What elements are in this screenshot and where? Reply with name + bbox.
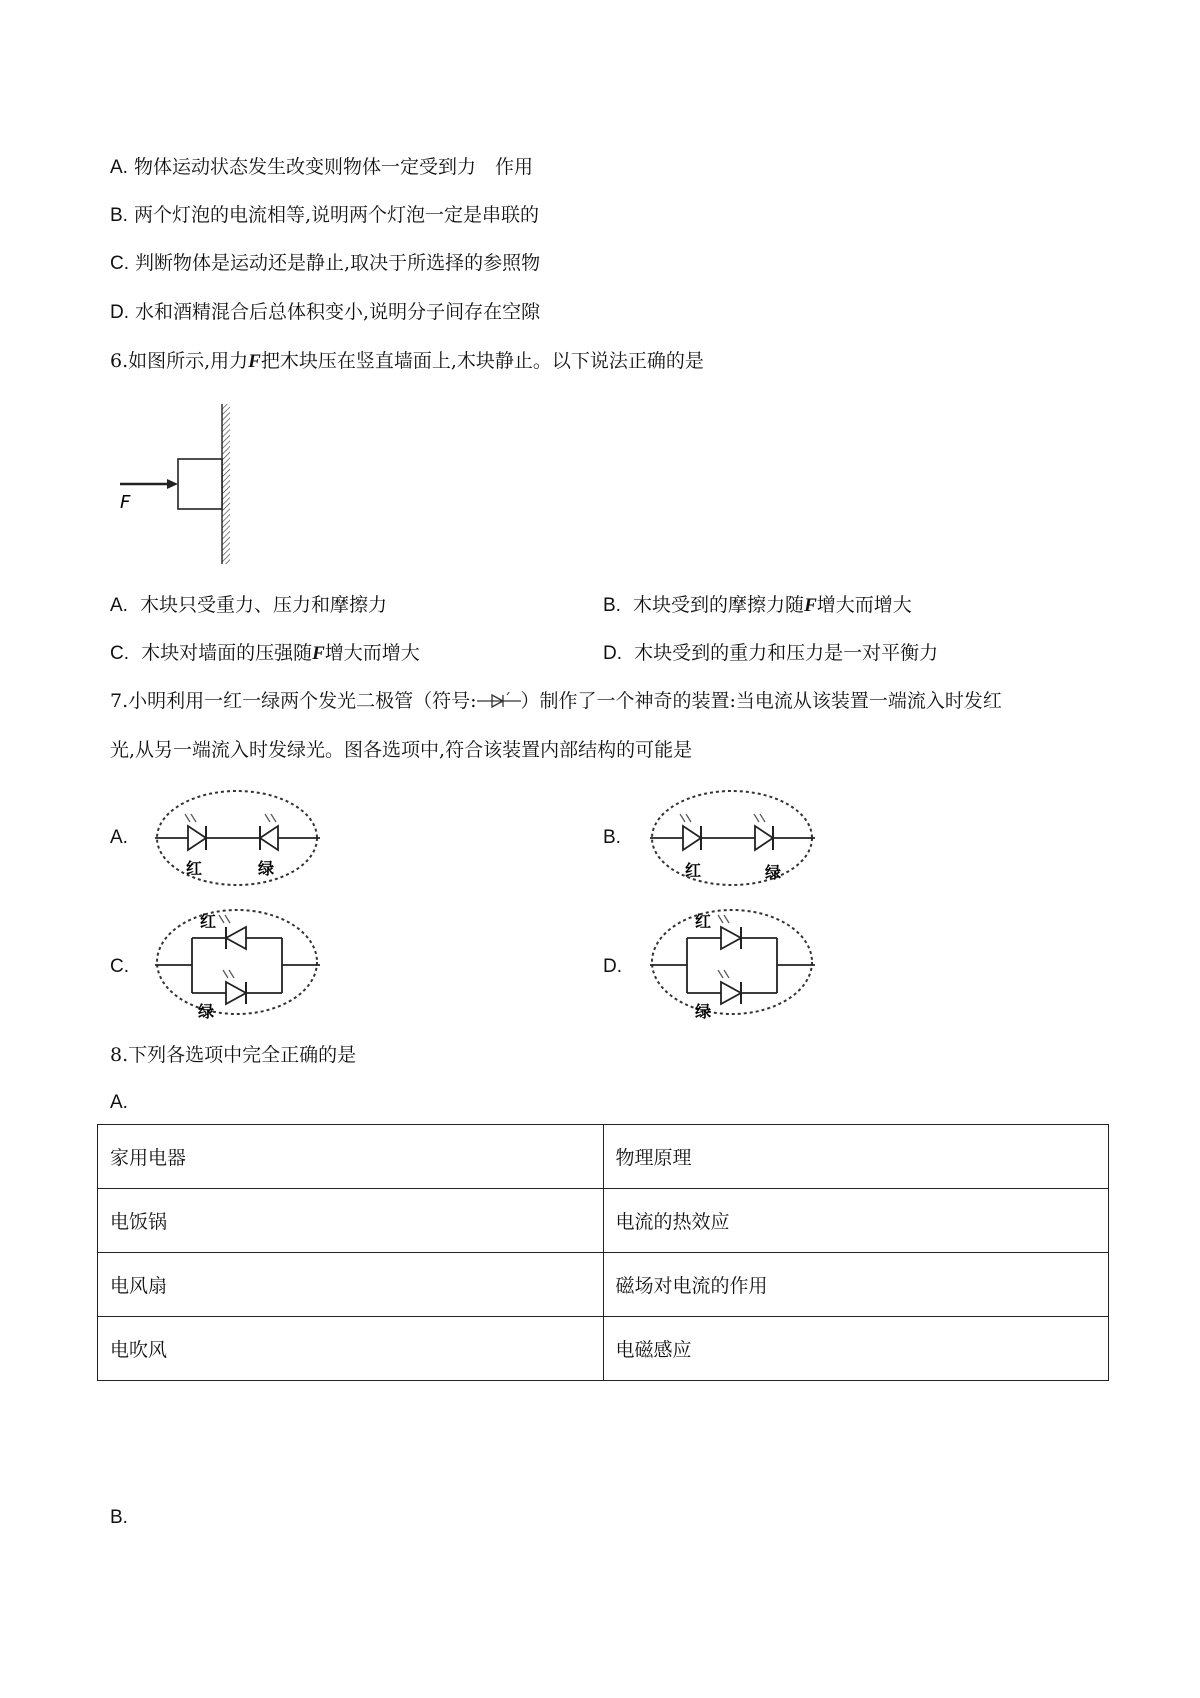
green-diode [260, 826, 278, 850]
red-diode [683, 826, 701, 850]
svg-text:绿: 绿 [258, 859, 275, 878]
green-diode [226, 982, 246, 1004]
table-row [98, 1189, 1109, 1253]
wooden-block [178, 459, 222, 509]
table-cell: 电风扇 [98, 1253, 604, 1317]
hatched-wall [222, 404, 230, 564]
force-arrow-head [167, 479, 178, 489]
q5-option-c: C. 判断物体是运动还是静止,取决于所选择的参照物 [110, 252, 541, 274]
q5-option-d: D. 水和酒精混合后总体积变小,说明分子间存在空隙 [110, 301, 541, 323]
q7-stem-line1: 7.小明利用一红一绿两个发光二极管（符号: ）制作了一个神奇的装置:当电流从该装置一端流入时发红 [110, 690, 1002, 712]
red-diode [721, 927, 741, 949]
q7-stem-line2: 光,从另一端流入时发绿光。图各选项中,符合该装置内部结构的可能是 [110, 739, 693, 761]
table-row [98, 1317, 1109, 1381]
q6-option-b: B. 木块受到的摩擦力随F增大而增大 [603, 594, 912, 616]
q5-option-b: B. 两个灯泡的电流相等,说明两个灯泡一定是串联的 [110, 204, 540, 226]
q6-stem: 6.如图所示,用力F把木块压在竖直墙面上,木块静止。以下说法正确的是 [110, 350, 704, 372]
q7-circuit-a [150, 786, 325, 891]
q7-circuit-b [645, 786, 820, 891]
q6-wall-block-figure [108, 404, 238, 564]
table-cell: 电流的热效应 [603, 1189, 1109, 1253]
q7-option-b-letter: B. [603, 827, 621, 848]
q7-circuit-d [645, 905, 820, 1020]
q8-option-b-letter: B. [110, 1507, 128, 1528]
q6-option-c: C. 木块对墙面的压强随F增大而增大 [110, 642, 420, 664]
q8-option-a-table [97, 1124, 1109, 1381]
table-row [98, 1125, 1109, 1189]
green-diode [755, 826, 773, 850]
red-diode [188, 826, 206, 850]
table-row [98, 1253, 1109, 1317]
svg-text:红: 红 [695, 912, 712, 931]
table-cell: 家用电器 [98, 1125, 604, 1189]
q8-option-a-letter: A. [110, 1092, 128, 1113]
q8-stem: 8.下列各选项中完全正确的是 [110, 1044, 357, 1066]
table-cell: 电饭锅 [98, 1189, 604, 1253]
table-cell: 磁场对电流的作用 [603, 1253, 1109, 1317]
svg-text:绿: 绿 [765, 863, 782, 882]
green-diode [721, 982, 741, 1004]
svg-text:红: 红 [685, 861, 702, 880]
svg-text:绿: 绿 [198, 1002, 215, 1020]
q6-option-a: A. 木块只受重力、压力和摩擦力 [110, 594, 388, 616]
diode-symbol-icon [477, 692, 521, 710]
red-diode [226, 927, 246, 949]
q7-option-d-letter: D. [603, 956, 622, 977]
table-cell: 物理原理 [603, 1125, 1109, 1189]
q7-option-c-letter: C. [110, 956, 129, 977]
svg-text:红: 红 [186, 859, 203, 878]
table-cell: 电磁感应 [603, 1317, 1109, 1381]
force-label: F [120, 492, 131, 513]
svg-text:红: 红 [200, 912, 217, 931]
q7-circuit-c [150, 905, 325, 1020]
q5-option-a: A. 物体运动状态发生改变则物体一定受到力 作用 [110, 156, 534, 178]
svg-text:绿: 绿 [695, 1002, 712, 1020]
table-cell: 电吹风 [98, 1317, 604, 1381]
q7-option-a-letter: A. [110, 827, 128, 848]
q6-option-d: D. 木块受到的重力和压力是一对平衡力 [603, 642, 939, 664]
